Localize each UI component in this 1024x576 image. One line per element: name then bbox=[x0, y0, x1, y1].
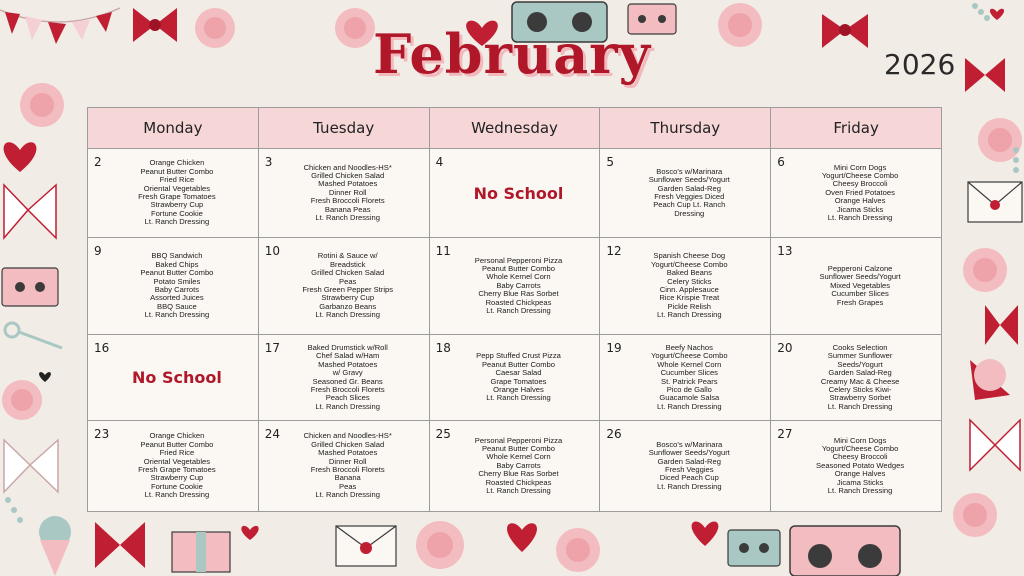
day-number: 4 bbox=[435, 155, 444, 169]
menu-text: Chicken and Noodles-HS* Grilled Chicken Salad Mashed Potatoes Dinner Roll Fresh Broccoli Florets Banana Peas Lt. Ranch Dressing bbox=[303, 162, 392, 223]
day-number: 19 bbox=[606, 341, 622, 355]
bow-icon bbox=[95, 522, 145, 568]
rose-icon bbox=[416, 521, 464, 569]
ice-cream-icon bbox=[970, 359, 1010, 400]
menu-text: Mini Corn Dogs Yogurt/Cheese Combo Cheesy Broccoli Seasoned Potato Wedges Orange Halves Jicama Sticks Lt. Ranch Dressing bbox=[816, 435, 905, 496]
day-cell bbox=[429, 421, 600, 512]
day-number: 26 bbox=[606, 427, 622, 441]
menu-text: Mini Corn Dogs Yogurt/Cheese Combo Cheesy Broccoli Oven Fried Potatoes Orange Halves Jicama Sticks Lt. Ranch Dressing bbox=[821, 162, 899, 223]
week-row bbox=[88, 149, 942, 238]
weekday-header: Thursday bbox=[600, 108, 771, 149]
rose-icon bbox=[20, 83, 64, 127]
cassette-icon bbox=[2, 268, 58, 306]
heart-icon bbox=[990, 9, 1004, 20]
menu-text: Pepperoni Calzone Sunflower Seeds/Yogurt Mixed Vegetables Cucumber Slices Fresh Grapes bbox=[819, 263, 901, 307]
weekday-header: Friday bbox=[771, 108, 942, 149]
day-cell bbox=[600, 335, 771, 421]
heart-icon bbox=[507, 523, 537, 552]
envelope-icon bbox=[336, 526, 396, 566]
day-number: 6 bbox=[777, 155, 785, 169]
day-cell bbox=[771, 238, 942, 335]
day-cell bbox=[88, 149, 259, 238]
day-cell bbox=[771, 421, 942, 512]
ice-cream-icon bbox=[39, 516, 71, 576]
day-number: 25 bbox=[435, 427, 451, 441]
day-cell bbox=[600, 238, 771, 335]
menu-text: BBQ Sandwich Baked Chips Peanut Butter Combo Potato Smiles Baby Carrots Assorted Juices BBQ Sauce Lt. Ranch Dressing bbox=[140, 251, 214, 320]
day-cell bbox=[771, 149, 942, 238]
day-cell bbox=[258, 335, 429, 421]
day-number: 3 bbox=[264, 155, 273, 169]
rose-icon bbox=[2, 380, 42, 420]
weekday-header: Monday bbox=[88, 108, 259, 149]
gift-icon bbox=[172, 532, 230, 572]
no-school-label: No School bbox=[131, 368, 222, 387]
day-number: 23 bbox=[94, 427, 110, 441]
heart-icon bbox=[241, 526, 258, 540]
menu-text: Beefy Nachos Yogurt/Cheese Combo Whole Kernel Corn Cucumber Slices St. Patrick Pears Pico de Gallo Guacamole Salsa Lt. Ranch Dressing bbox=[651, 342, 728, 411]
menu-text: Spanish Cheese Dog Yogurt/Cheese Combo Baked Beans Celery Sticks Cinn. Applesauce Rice Krispie Treat Pickle Relish Lt. Ranch Dressing bbox=[651, 251, 728, 320]
heart-icon bbox=[4, 142, 37, 172]
day-number: 17 bbox=[264, 341, 281, 355]
envelope-icon bbox=[968, 182, 1022, 222]
day-number: 5 bbox=[606, 155, 615, 169]
day-number: 12 bbox=[606, 244, 622, 258]
day-cell bbox=[600, 421, 771, 512]
day-cell bbox=[600, 149, 771, 238]
menu-text: Orange Chicken Peanut Butter Combo Fried Rice Oriental Vegetables Fresh Grape Tomatoes Strawberry Cup Fortune Cookie Lt. Ranch Dressing bbox=[138, 158, 216, 227]
heart-icon bbox=[39, 372, 51, 382]
day-cell bbox=[258, 149, 429, 238]
key-icon bbox=[5, 323, 62, 348]
rose-icon bbox=[953, 493, 997, 537]
menu-text: Orange Chicken Peanut Butter Combo Fried Rice Oriental Vegetables Fresh Grape Tomatoes Strawberry Cup Fortune Cookie Lt. Ranch Dressing bbox=[138, 431, 216, 500]
heart-icon bbox=[692, 522, 719, 546]
week-row bbox=[88, 421, 942, 512]
weekday-header: Wednesday bbox=[429, 108, 600, 149]
day-number: 27 bbox=[777, 427, 793, 441]
bow-icon bbox=[4, 185, 56, 238]
day-number: 2 bbox=[94, 155, 102, 169]
menu-text: Pepp Stuffed Crust Pizza Peanut Butter Combo Caesar Salad Grape Tomatoes Orange Halves Lt. Ranch Dressing bbox=[476, 351, 561, 403]
page-title: February bbox=[372, 22, 652, 86]
bow-icon bbox=[985, 305, 1018, 345]
day-cell bbox=[258, 238, 429, 335]
cassette-icon bbox=[728, 530, 780, 566]
day-number: 9 bbox=[94, 244, 102, 258]
rose-icon bbox=[978, 118, 1022, 162]
day-cell bbox=[429, 335, 600, 421]
menu-text: Bosco's w/Marinara Sunflower Seeds/Yogurt Garden Salad-Reg Fresh Veggies Diced Peach Cup Lt. Ranch Dressing bbox=[648, 439, 730, 491]
menu-text: Personal Pepperoni Pizza Peanut Butter Combo Whole Kernel Corn Baby Carrots Cherry Blue Ras Sorbet Roasted Chickpeas Lt. Ranch Dressing bbox=[474, 255, 563, 316]
day-cell bbox=[88, 335, 259, 421]
day-cell bbox=[88, 238, 259, 335]
week-row bbox=[88, 238, 942, 335]
bow-icon bbox=[970, 420, 1020, 470]
menu-text: Personal Pepperoni Pizza Peanut Butter Combo Whole Kernel Corn Baby Carrots Cherry Blue Ras Sorbet Roasted Chickpeas Lt. Ranch Dressing bbox=[474, 435, 563, 496]
year-label: 2026 bbox=[884, 48, 956, 81]
menu-text: Baked Drumstick w/Roll Chef Salad w/Ham Mashed Potatoes w/ Gravy Seasoned Gr. Beans Fresh Broccoli Florets Peach Slices Lt. Ranch Dressing bbox=[307, 342, 388, 411]
day-number: 11 bbox=[435, 244, 451, 258]
day-cell bbox=[258, 421, 429, 512]
weekday-header: Tuesday bbox=[258, 108, 429, 149]
boombox-icon bbox=[790, 526, 900, 576]
menu-text: Cooks Selection Summer Sunflower Seeds/Yogurt Garden Salad-Reg Creamy Mac & Cheese Celery Sticks Kiwi- Strawberry Sorbet Lt. Ranch Dressing bbox=[820, 342, 900, 411]
day-cell bbox=[771, 335, 942, 421]
menu-text: Bosco's w/Marinara Sunflower Seeds/Yogurt Garden Salad-Reg Fresh Veggies Diced Peach Cup Lt. Ranch Dressing bbox=[648, 166, 730, 218]
rose-icon bbox=[556, 528, 600, 572]
no-school-label: No School bbox=[473, 183, 564, 203]
menu-text: Chicken and Noodles-HS* Grilled Chicken Salad Mashed Potatoes Dinner Roll Fresh Broccoli Florets Banana Peas Lt. Ranch Dressing bbox=[303, 431, 392, 500]
weekday-header-row bbox=[88, 108, 942, 149]
day-cell bbox=[429, 238, 600, 335]
day-cell bbox=[88, 421, 259, 512]
calendar-grid bbox=[87, 107, 942, 512]
day-number: 13 bbox=[777, 244, 793, 258]
rose-icon bbox=[963, 248, 1007, 292]
week-row bbox=[88, 335, 942, 421]
menu-text: Rotini & Sauce w/ Breadstick Grilled Chicken Salad Peas Fresh Green Pepper Strips Strawberry Cup Garbanzo Beans Lt. Ranch Dressing bbox=[302, 251, 394, 320]
bow-icon bbox=[4, 440, 58, 492]
day-cell bbox=[429, 149, 600, 238]
day-number: 16 bbox=[94, 341, 110, 355]
day-number: 10 bbox=[264, 244, 281, 258]
day-number: 24 bbox=[264, 427, 281, 441]
day-number: 20 bbox=[777, 341, 793, 355]
day-number: 18 bbox=[435, 341, 451, 355]
